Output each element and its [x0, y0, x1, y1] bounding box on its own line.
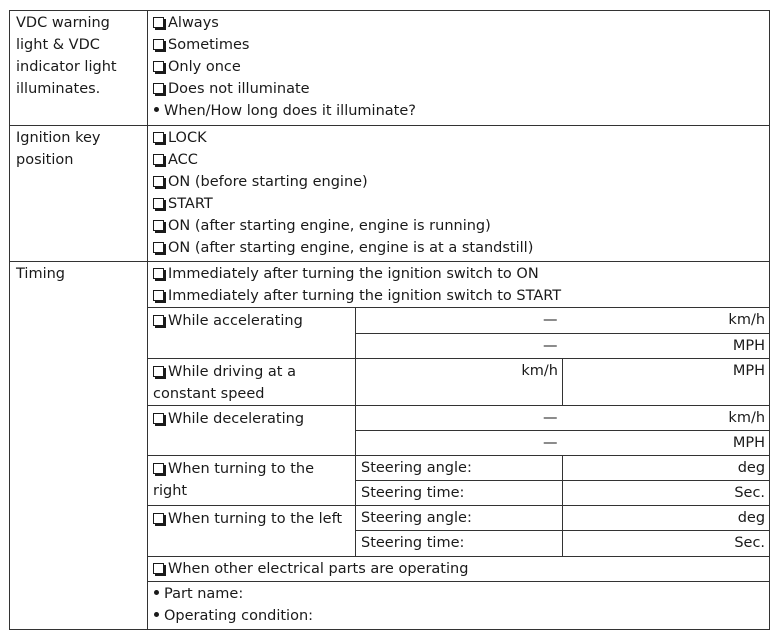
constant-speed-mph-field[interactable]: [563, 358, 770, 405]
vdc-note: When/How long does it illuminate?: [153, 100, 764, 122]
dash-separator: —: [543, 312, 558, 329]
bullet-icon: [154, 107, 159, 112]
constant-speed-kmh-field[interactable]: [356, 358, 563, 405]
checkbox-icon[interactable]: [153, 198, 164, 209]
checkbox-icon[interactable]: [153, 132, 164, 143]
accelerating-label-cell[interactable]: While accelerating: [148, 308, 356, 358]
checkbox-icon[interactable]: [153, 220, 164, 231]
electrical-details: [148, 581, 770, 629]
turn-right-label-cell[interactable]: When turning to the right: [148, 456, 356, 506]
part-name-field[interactable]: Part name:: [153, 583, 764, 605]
checkbox-icon[interactable]: [153, 83, 164, 94]
diagnosis-worksheet-table: [9, 10, 770, 630]
vdc-option-does-not-illuminate[interactable]: Does not illuminate: [153, 78, 764, 100]
ignition-label: Ignition key position: [10, 125, 148, 262]
unit-sec: Sec.: [734, 535, 766, 552]
turn-left-angle-label: Steering angle:: [356, 506, 563, 531]
vdc-option-only-once[interactable]: Only once: [153, 56, 764, 78]
checkbox-icon[interactable]: [153, 315, 164, 326]
ignition-option-lock[interactable]: LOCK: [153, 127, 764, 149]
ignition-section-row: [10, 125, 770, 262]
checkbox-icon[interactable]: [153, 268, 164, 279]
checkbox-icon[interactable]: [153, 563, 164, 574]
checkbox-icon[interactable]: [153, 61, 164, 72]
turn-left-angle-field[interactable]: [563, 506, 770, 531]
vdc-options: [148, 11, 770, 126]
vdc-label: VDC warning light & VDC indicator light illuminates.: [10, 11, 148, 126]
vdc-section-row: [10, 11, 770, 126]
checkbox-icon[interactable]: [153, 290, 164, 301]
unit-mph: MPH: [732, 362, 766, 379]
decelerating-label-cell[interactable]: While decelerating: [148, 405, 356, 455]
turn-right-time-label: Steering time:: [356, 481, 563, 506]
unit-kmh: km/h: [728, 409, 766, 426]
electrical-option[interactable]: When other electrical parts are operating: [148, 556, 770, 581]
dash-separator: —: [543, 337, 558, 354]
decelerating-mph-field[interactable]: [356, 430, 770, 455]
ignition-option-acc[interactable]: ACC: [153, 149, 764, 171]
checkbox-icon[interactable]: [153, 242, 164, 253]
turn-left-label-cell[interactable]: When turning to the left: [148, 506, 356, 556]
unit-kmh: km/h: [521, 362, 558, 379]
timing-switch-options: [148, 262, 770, 308]
ignition-option-on-running[interactable]: ON (after starting engine, engine is running): [153, 215, 764, 237]
timing-row-switch: [10, 262, 770, 308]
checkbox-icon[interactable]: [153, 154, 164, 165]
checkbox-icon[interactable]: [153, 39, 164, 50]
ignition-options: [148, 125, 770, 262]
unit-deg: deg: [737, 460, 766, 477]
turn-right-time-field[interactable]: [563, 481, 770, 506]
checkbox-icon[interactable]: [153, 513, 164, 524]
constant-speed-label-cell[interactable]: While driving at a constant speed: [148, 358, 356, 405]
operating-condition-field[interactable]: Operating condition:: [153, 605, 764, 627]
unit-mph: MPH: [732, 434, 766, 451]
ignition-option-on-standstill[interactable]: ON (after starting engine, engine is at a standstill): [153, 237, 764, 259]
timing-label: Timing: [10, 262, 148, 630]
vdc-option-sometimes[interactable]: Sometimes: [153, 34, 764, 56]
checkbox-icon[interactable]: [153, 463, 164, 474]
vdc-option-always[interactable]: Always: [153, 12, 764, 34]
ignition-option-start[interactable]: START: [153, 193, 764, 215]
timing-option-switch-start[interactable]: Immediately after turning the ignition switch to START: [153, 285, 764, 307]
checkbox-icon[interactable]: [153, 366, 164, 377]
decelerating-kmh-field[interactable]: [356, 405, 770, 430]
turn-left-time-label: Steering time:: [356, 531, 563, 556]
checkbox-icon[interactable]: [153, 413, 164, 424]
checkbox-icon[interactable]: [153, 176, 164, 187]
bullet-icon: [154, 612, 159, 617]
unit-sec: Sec.: [734, 485, 766, 502]
checkbox-icon[interactable]: [153, 17, 164, 28]
bullet-icon: [154, 590, 159, 595]
timing-option-switch-on[interactable]: Immediately after turning the ignition switch to ON: [153, 263, 764, 285]
turn-right-angle-label: Steering angle:: [356, 456, 563, 481]
turn-left-time-field[interactable]: [563, 531, 770, 556]
unit-kmh: km/h: [728, 312, 766, 329]
unit-deg: deg: [737, 510, 766, 527]
dash-separator: —: [543, 434, 558, 451]
unit-mph: MPH: [732, 337, 766, 354]
ignition-option-on-before[interactable]: ON (before starting engine): [153, 171, 764, 193]
accelerating-kmh-field[interactable]: [356, 308, 770, 333]
dash-separator: —: [543, 409, 558, 426]
accelerating-mph-field[interactable]: [356, 333, 770, 358]
turn-right-angle-field[interactable]: [563, 456, 770, 481]
